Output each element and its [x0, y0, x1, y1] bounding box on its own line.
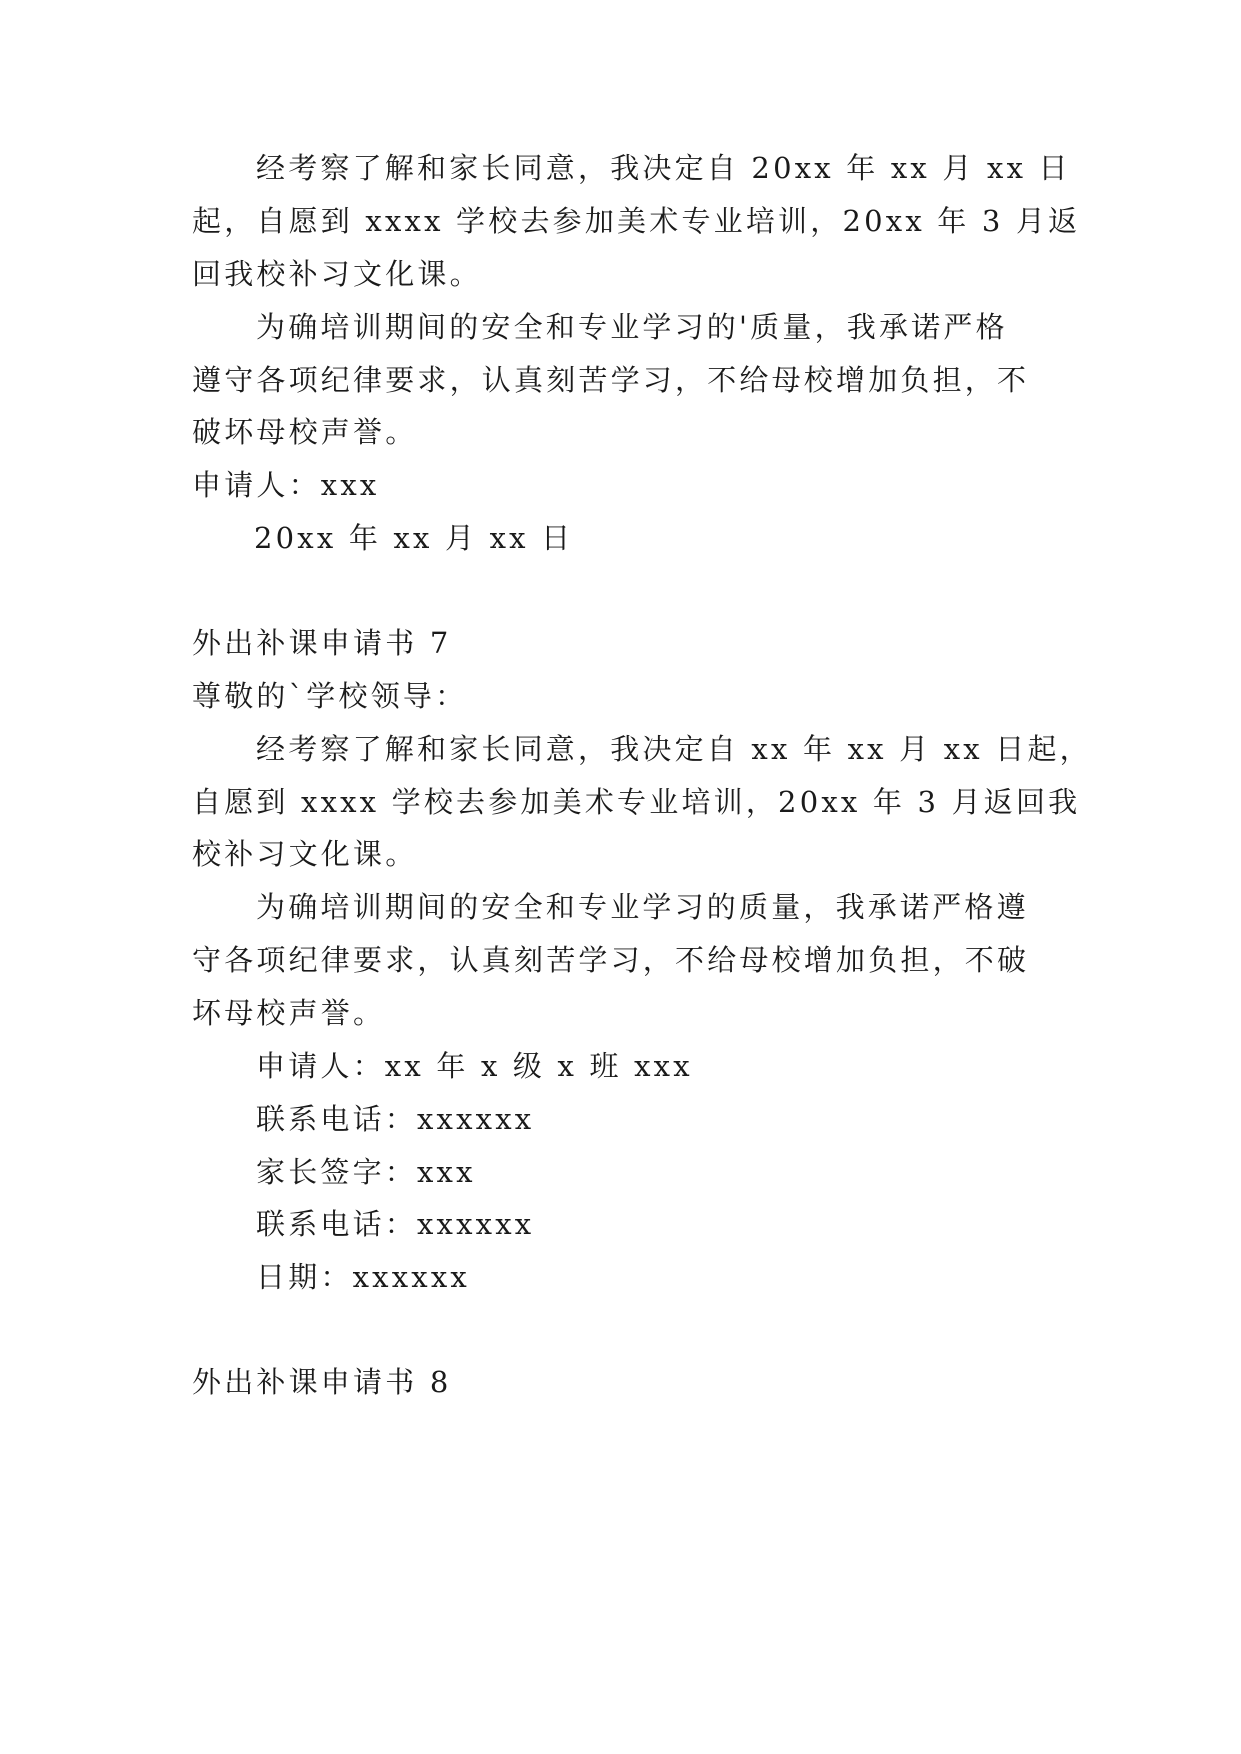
paragraph-line: 破坏母校声誉。: [192, 415, 418, 449]
paragraph-line: 坏母校声誉。: [192, 996, 386, 1030]
paragraph-line: 守各项纪律要求，认真刻苦学习，不给母校增加负担，不破: [192, 943, 1030, 977]
salutation: 尊敬的`学校领导：: [192, 679, 468, 713]
paragraph-line: 回我校补习文化课。: [192, 257, 482, 291]
section-title: 外出补课申请书 7: [192, 626, 452, 660]
phone-line: 联系电话：xxxxxx: [256, 1207, 535, 1241]
paragraph-line: 经考察了解和家长同意，我决定自 20xx 年 xx 月 xx 日: [256, 151, 1071, 185]
applicant-line: 申请人：xx 年 x 级 x 班 xxx: [256, 1049, 693, 1083]
phone-line: 联系电话：xxxxxx: [256, 1102, 535, 1136]
parent-signature-line: 家长签字：xxx: [256, 1155, 476, 1189]
paragraph-line: 经考察了解和家长同意，我决定自 xx 年 xx 月 xx 日起，: [256, 732, 1092, 766]
paragraph-line: 遵守各项纪律要求，认真刻苦学习，不给母校增加负担，不: [192, 363, 1030, 397]
paragraph-line: 为确培训期间的安全和专业学习的'质量，我承诺严格: [256, 310, 1008, 344]
paragraph-line: 自愿到 xxxx 学校去参加美术专业培训，20xx 年 3 月返回我: [192, 785, 1081, 819]
section-title: 外出补课申请书 8: [192, 1365, 452, 1399]
paragraph-line: 校补习文化课。: [192, 837, 418, 871]
applicant-line: 申请人：xxx: [192, 468, 380, 502]
date-line: 日期：xxxxxx: [256, 1260, 470, 1294]
paragraph-line: 起，自愿到 xxxx 学校去参加美术专业培训，20xx 年 3 月返: [192, 204, 1081, 238]
paragraph-line: 为确培训期间的安全和专业学习的质量，我承诺严格遵: [256, 890, 1029, 924]
date-line: 20xx 年 xx 月 xx 日: [254, 521, 574, 555]
